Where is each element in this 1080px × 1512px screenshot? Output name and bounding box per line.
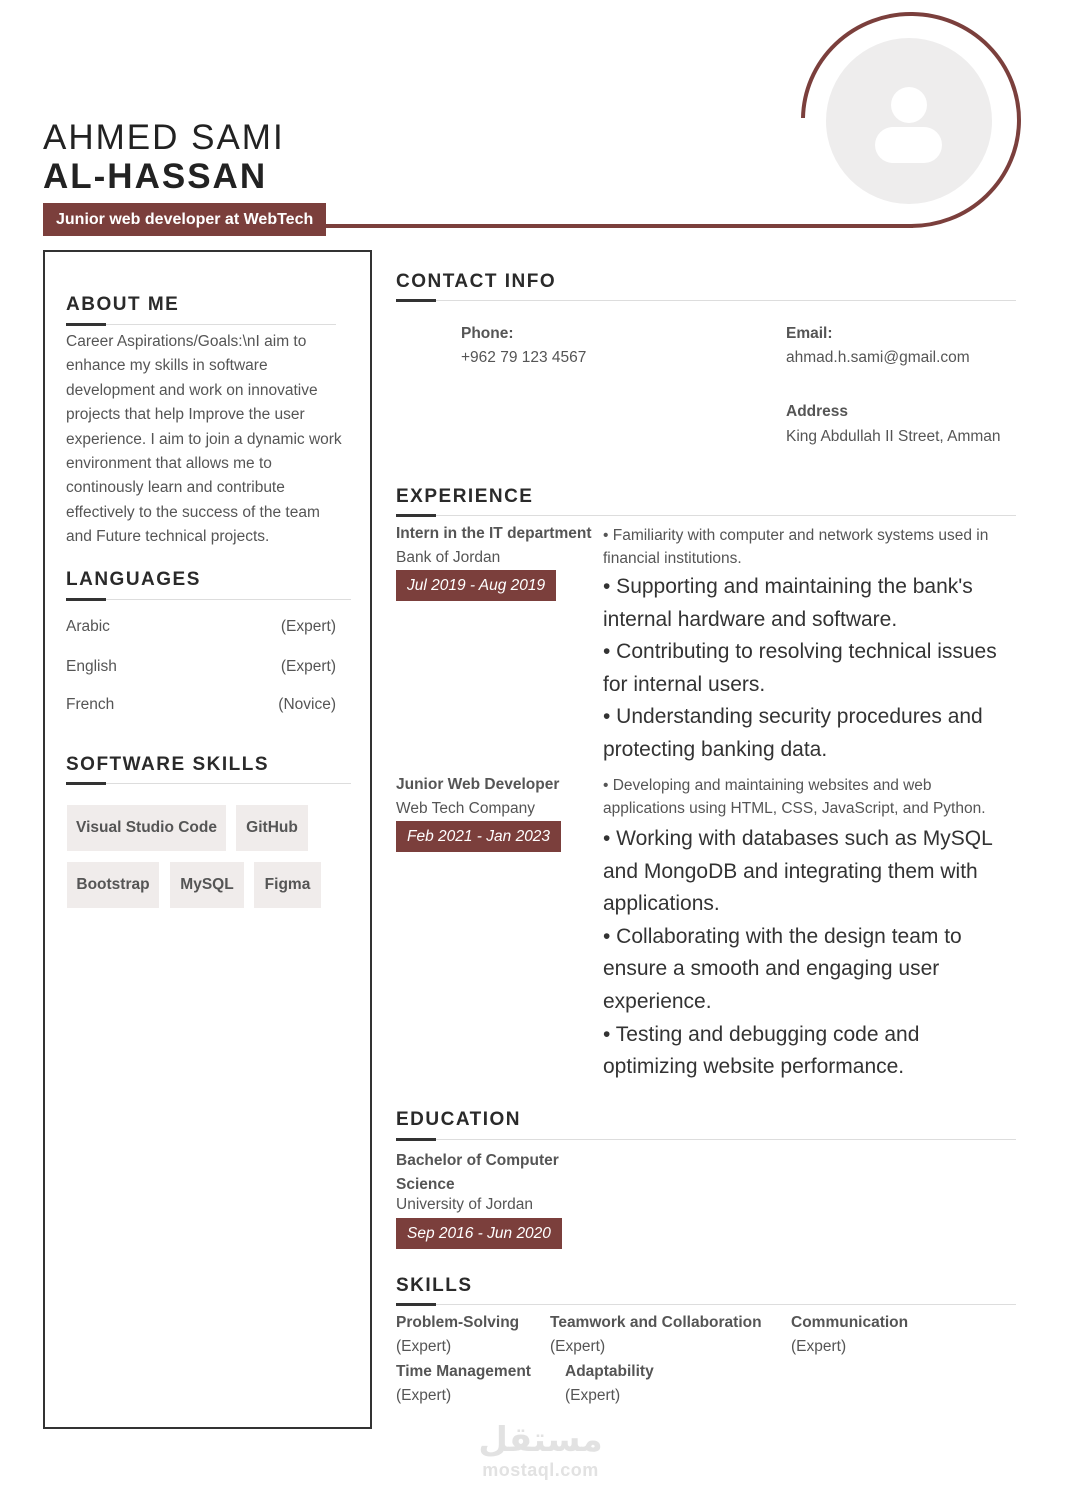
watermark-latin: mostaql.com xyxy=(482,1460,599,1480)
job-date-badge: Feb 2021 - Jan 2023 xyxy=(396,821,561,852)
skill-level: (Expert) xyxy=(550,1338,606,1355)
phone-value: +962 79 123 4567 xyxy=(461,349,587,366)
skills-title: SKILLS xyxy=(396,1275,473,1296)
skill-name: Time Management xyxy=(396,1363,531,1380)
job-bullet: • Contributing to resolving technical issues for internal users. xyxy=(603,640,997,696)
job-bullet: • Working with databases such as MySQL and MongoDB and integrating them with applications. xyxy=(603,827,993,916)
language-level: (Expert) xyxy=(280,658,336,675)
language-name: French xyxy=(66,696,115,713)
skill-name: Teamwork and Collaboration xyxy=(550,1314,762,1331)
profile-photo-placeholder xyxy=(826,38,992,204)
skill-name: Adaptability xyxy=(565,1363,654,1380)
about-title: ABOUT ME xyxy=(66,294,180,315)
skill-name: Communication xyxy=(791,1314,909,1331)
job-bullet: • Testing and debugging code and optimizing website performance. xyxy=(603,1022,920,1079)
job-bullet: • Supporting and maintaining the bank's internal hardware and software. xyxy=(603,575,973,631)
languages-title: LANGUAGES xyxy=(66,569,201,590)
language-row xyxy=(66,618,336,636)
skill-level: (Expert) xyxy=(791,1338,847,1355)
phone-label: Phone: xyxy=(461,325,514,342)
language-row xyxy=(66,696,336,714)
job-date-badge: Jul 2019 - Aug 2019 xyxy=(396,570,556,601)
languages-title-underline xyxy=(66,598,351,601)
job-bullets xyxy=(603,571,1018,767)
job-title-badge: Junior web developer at WebTech xyxy=(43,203,326,236)
software-skills-title-underline xyxy=(66,782,351,785)
education-title: EDUCATION xyxy=(396,1109,522,1130)
address-value: King Abdullah II Street, Amman xyxy=(786,428,1001,445)
email-value: ahmad.h.sami@gmail.com xyxy=(786,349,970,366)
job-intro: • Familiarity with computer and network systems used in financial institutions. xyxy=(603,527,989,567)
language-name: English xyxy=(66,658,117,675)
skill-level: (Expert) xyxy=(565,1387,621,1404)
skill-level: (Expert) xyxy=(396,1338,452,1355)
language-row xyxy=(66,658,336,676)
address-label: Address xyxy=(786,403,849,420)
software-skill-chip: GitHub xyxy=(236,805,308,851)
watermark-arabic: مستقل xyxy=(478,1420,603,1460)
software-skill-chip: Bootstrap xyxy=(67,862,159,908)
job-bullets xyxy=(603,823,1018,1084)
about-title-underline xyxy=(66,323,336,326)
skills-title-underline xyxy=(396,1303,1016,1306)
contact-title-underline xyxy=(396,299,1016,302)
job-bullet: • Understanding security procedures and protecting banking data. xyxy=(603,705,983,761)
job-role: Intern in the IT department xyxy=(396,525,592,542)
about-text: Career Aspirations/Goals:\nI aim to enhance my skills in software development and work on innovative projects that help Improve the user experience. I aim to join a dynamic work environment that allows me to continously learn and contribute effectively to the success of the team and Future technical projects. xyxy=(66,333,342,546)
education-title-underline xyxy=(396,1138,1016,1141)
user-silhouette-icon xyxy=(826,38,992,204)
experience-title-underline xyxy=(396,514,1016,517)
contact-title: CONTACT INFO xyxy=(396,271,557,292)
mostaql-watermark xyxy=(468,1420,613,1481)
language-level: (Novice) xyxy=(278,696,336,713)
skill-level: (Expert) xyxy=(396,1387,452,1404)
email-label: Email: xyxy=(786,325,833,342)
first-name: AHMED SAMI xyxy=(43,118,285,157)
language-level: (Expert) xyxy=(280,618,336,635)
skill-name: Problem-Solving xyxy=(396,1314,520,1331)
job-role: Junior Web Developer xyxy=(396,776,560,793)
education-date-badge: Sep 2016 - Jun 2020 xyxy=(396,1218,562,1249)
last-name: AL-HASSAN xyxy=(43,157,268,196)
job-company: Bank of Jordan xyxy=(396,549,501,566)
software-skill-chip: Figma xyxy=(254,862,321,908)
software-skills-title: SOFTWARE SKILLS xyxy=(66,754,269,775)
education-school: University of Jordan xyxy=(396,1196,533,1213)
software-skill-chip: Visual Studio Code xyxy=(67,805,226,851)
job-bullet: • Collaborating with the design team to ensure a smooth and engaging user experience. xyxy=(603,924,962,1013)
language-name: Arabic xyxy=(66,618,110,635)
experience-title: EXPERIENCE xyxy=(396,486,534,507)
education-degree: Bachelor of Computer Science xyxy=(396,1152,559,1193)
job-intro: • Developing and maintaining websites and web applications using HTML, CSS, JavaScript, and Python. xyxy=(603,777,986,817)
job-company: Web Tech Company xyxy=(396,800,536,817)
software-skill-chip: MySQL xyxy=(170,862,244,908)
